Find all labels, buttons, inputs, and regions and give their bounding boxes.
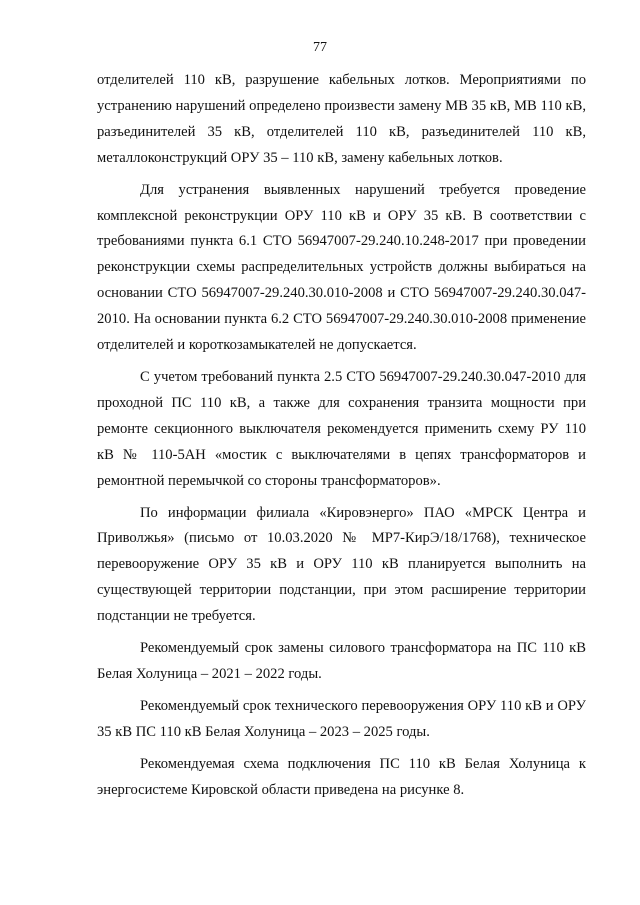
paragraph-5: Рекомендуемый срок замены силового трансформатора на ПС 110 кВ Белая Холуница – 2021 – 2022 годы.	[97, 640, 586, 682]
document-body	[97, 68, 586, 803]
paragraph-3: С учетом требований пункта 2.5 СТО 56947007-29.240.30.047-2010 для проходной ПС 110 кВ, а также для сохранения транзита мощности при ремонте секционного выключателя рекомендуется применить схему РУ 110 кВ № 110-5АН «мостик с выключателями в цепях трансформаторов и ремонтной перемычкой со стороны трансформаторов».	[97, 368, 586, 489]
paragraph-4: По информации филиала «Кировэнерго» ПАО «МРСК Центра и Приволжья» (письмо от 10.03.2020 № МР7-КирЭ/18/1768), техническое перевооружение ОРУ 35 кВ и ОРУ 110 кВ планируется выполнить на существующей территории подстанции, при этом расширение территории подстанции не требуется.	[97, 504, 586, 625]
page-number: 77	[313, 40, 327, 55]
paragraph-6: Рекомендуемый срок технического перевооружения ОРУ 110 кВ и ОРУ 35 кВ ПС 110 кВ Белая Холуница – 2023 – 2025 годы.	[97, 697, 586, 740]
paragraph-2: Для устранения выявленных нарушений требуется проведение комплексной реконструкции ОРУ 110 кВ и ОРУ 35 кВ. В соответствии с требованиями пункта 6.1 СТО 56947007-29.240.10.248-2017 при проведении реконструкции схемы распределительных устройств должны выбираться на основании СТО 56947007-29.240.30.010-2008 и СТО 56947007-29.240.30.047-2010. На основании пункта 6.2 СТО 56947007-29.240.30.010-2008 применение отделителей и короткозамыкателей не допускается.	[97, 181, 586, 354]
paragraph-7: Рекомендуемая схема подключения ПС 110 кВ Белая Холуница к энергосистеме Кировской области приведена на рисунке 8.	[97, 755, 586, 798]
paragraph-1: отделителей 110 кВ, разрушение кабельных лотков. Мероприятиями по устранению нарушений определено произвести замену МВ 35 кВ, МВ 110 кВ, разъединителей 35 кВ, отделителей 110 кВ, разъединителей 110 кВ, металлоконструкций ОРУ 35 – 110 кВ, замену кабельных лотков.	[97, 72, 586, 166]
